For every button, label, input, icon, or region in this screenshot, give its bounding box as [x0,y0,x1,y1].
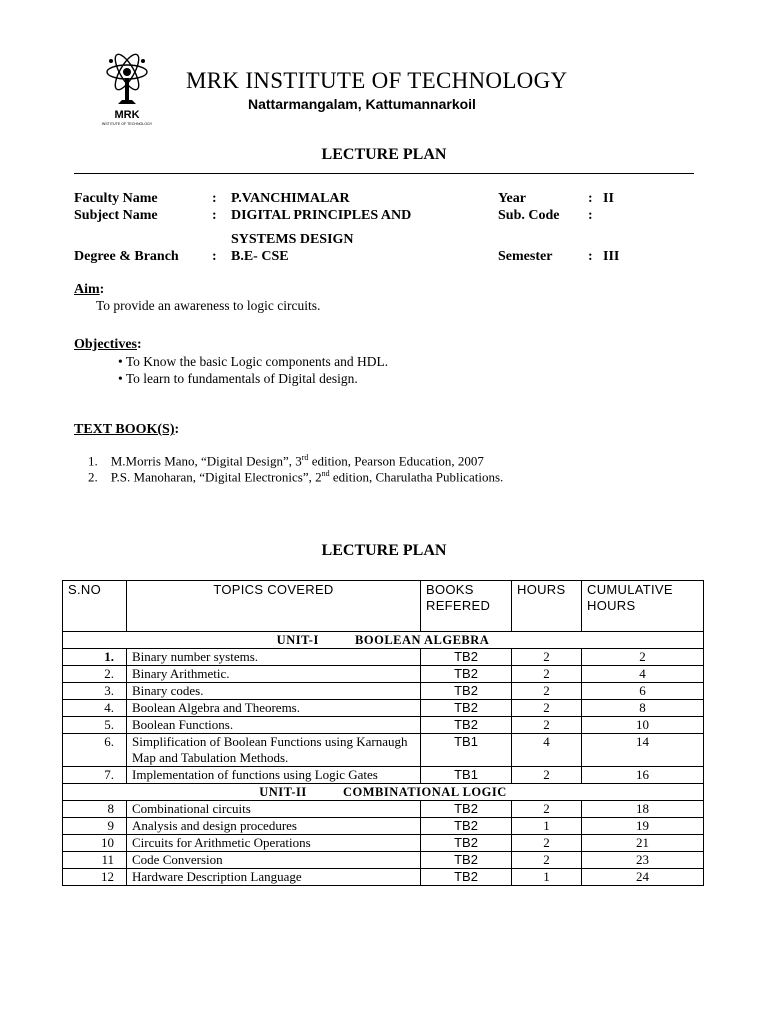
subject-colon: : [212,208,217,223]
institute-name: MRK INSTITUTE OF TECHNOLOGY [186,68,568,93]
semester-colon: : [588,249,593,264]
institute-address: Nattarmangalam, Kattumannarkoil [248,96,476,112]
cell-topic: Implementation of functions using Logic Gates [127,767,421,784]
cell-hours: 1 [512,869,582,886]
textbooks-heading-wrap: TEXT BOOK(S): [74,422,180,437]
faculty-colon: : [212,191,217,206]
aim-text: To provide an awareness to logic circuits. [96,298,321,313]
cell-topic: Binary number systems. [127,649,421,666]
cell-topic: Combinational circuits [127,801,421,818]
cell-book: TB2 [421,801,512,818]
cell-sno: 5. [63,717,127,734]
cell-book: TB1 [421,767,512,784]
aim-heading: Aim [74,282,100,297]
cell-book: TB2 [421,869,512,886]
cell-book: TB2 [421,700,512,717]
subject-value-line2: SYSTEMS DESIGN [231,232,354,247]
cell-cumulative: 2 [582,649,704,666]
unit-heading: UNIT-I BOOLEAN ALGEBRA [63,632,704,649]
textbook-sup: rd [301,453,309,462]
cell-book: TB2 [421,835,512,852]
header-books-line2: REFERED [426,598,491,613]
cell-cumulative: 16 [582,767,704,784]
subject-label: Subject Name [74,208,158,223]
cell-hours: 2 [512,767,582,784]
subject-value-line1: DIGITAL PRINCIPLES AND [231,208,412,223]
cell-sno: 10 [63,835,127,852]
table-row [63,734,704,767]
cell-cumulative: 24 [582,869,704,886]
year-label: Year [498,191,526,206]
aim-heading-wrap: Aim: [74,282,105,297]
institute-logo [96,48,158,128]
cell-sno: 7. [63,767,127,784]
cell-topic: Binary Arithmetic. [127,666,421,683]
cell-hours: 2 [512,666,582,683]
cell-hours: 2 [512,683,582,700]
cell-hours: 2 [512,852,582,869]
objectives-heading: Objectives [74,337,137,352]
logo-subtext: INSTITUTE OF TECHNOLOGY [101,122,153,126]
cell-hours: 2 [512,835,582,852]
table-row [63,700,704,717]
cell-topic: Code Conversion [127,852,421,869]
header-books [421,581,512,632]
degree-label: Degree & Branch [74,249,179,264]
unit-row [63,632,704,649]
cell-hours: 2 [512,649,582,666]
unit-row [63,784,704,801]
title-divider [74,173,694,174]
table-row [63,869,704,886]
cell-sno: 2. [63,666,127,683]
cell-topic: Simplification of Boolean Functions using Karnaugh Map and Tabulation Methods. [127,734,421,767]
cell-book: TB2 [421,649,512,666]
header-books-line1: BOOKS [426,582,474,597]
cell-topic: Boolean Functions. [127,717,421,734]
cell-cumulative: 23 [582,852,704,869]
cell-topic: Binary codes. [127,683,421,700]
cell-cumulative: 6 [582,683,704,700]
cell-sno: 9 [63,818,127,835]
year-value: II [603,191,614,206]
cell-hours: 1 [512,818,582,835]
header-topics: TOPICS COVERED [127,581,421,632]
cell-cumulative: 21 [582,835,704,852]
table-row [63,801,704,818]
cell-sno: 3. [63,683,127,700]
cell-hours: 2 [512,700,582,717]
table-row [63,835,704,852]
textbook-num: 2. [88,469,98,485]
cell-sno: 1. [63,649,127,666]
cell-hours: 4 [512,734,582,767]
cell-sno: 4. [63,700,127,717]
cell-cumulative: 10 [582,717,704,734]
cell-cumulative: 19 [582,818,704,835]
textbook-text: P.S. Manoharan, “Digital Electronics”, 2 [110,469,322,485]
cell-topic: Analysis and design procedures [127,818,421,835]
table-row [63,649,704,666]
textbook-text-end: edition, Charulatha Publications. [329,469,504,485]
cell-book: TB2 [421,852,512,869]
lecture-plan-table [62,580,704,886]
objective-item: • To Know the basic Logic components and HDL. [118,354,389,369]
cell-cumulative: 18 [582,801,704,818]
textbook-num: 1. [88,453,98,469]
table-row [63,666,704,683]
cell-topic: Hardware Description Language [127,869,421,886]
header-cumulative [582,581,704,632]
cell-hours: 2 [512,717,582,734]
table-row [63,683,704,700]
semester-value: III [603,249,620,264]
table-row [63,717,704,734]
cell-book: TB2 [421,666,512,683]
textbook-text-end: edition, Pearson Education, 2007 [308,453,484,469]
table-row [63,818,704,835]
textbooks-heading: TEXT BOOK(S) [74,422,175,437]
cell-sno: 12 [63,869,127,886]
cell-book: TB2 [421,818,512,835]
textbook-sup: nd [321,469,330,478]
degree-value: B.E- CSE [231,249,289,264]
cell-hours: 2 [512,801,582,818]
textbook-item [88,469,503,485]
unit-heading: UNIT-II COMBINATIONAL LOGIC [63,784,704,801]
cell-sno: 11 [63,852,127,869]
header-sno: S.NO [63,581,127,632]
cell-book: TB2 [421,717,512,734]
subcode-label: Sub. Code [498,208,560,223]
objective-item: • To learn to fundamentals of Digital design. [118,371,358,386]
year-colon: : [588,191,593,206]
table-row [63,852,704,869]
subcode-colon: : [588,208,593,223]
cell-cumulative: 4 [582,666,704,683]
faculty-value: P.VANCHIMALAR [231,191,350,206]
page-title: LECTURE PLAN [321,146,447,163]
header-cum-line1: CUMULATIVE [587,582,673,597]
semester-label: Semester [498,249,553,264]
degree-colon: : [212,249,217,264]
cell-topic: Circuits for Arithmetic Operations [127,835,421,852]
table-header-row [63,581,704,632]
cell-book: TB2 [421,683,512,700]
cell-cumulative: 8 [582,700,704,717]
table-row [63,767,704,784]
cell-sno: 6. [63,734,127,767]
textbook-item [88,453,484,469]
cell-topic: Boolean Algebra and Theorems. [127,700,421,717]
faculty-label: Faculty Name [74,191,158,206]
plan-title: LECTURE PLAN [321,542,447,559]
textbook-text: M.Morris Mano, “Digital Design”, 3 [110,453,302,469]
cell-book: TB1 [421,734,512,767]
cell-sno: 8 [63,801,127,818]
objectives-heading-wrap: Objectives: [74,337,142,352]
header-cum-line2: HOURS [587,598,636,613]
header-hours: HOURS [512,581,582,632]
cell-cumulative: 14 [582,734,704,767]
logo-text: MRK [114,109,140,121]
